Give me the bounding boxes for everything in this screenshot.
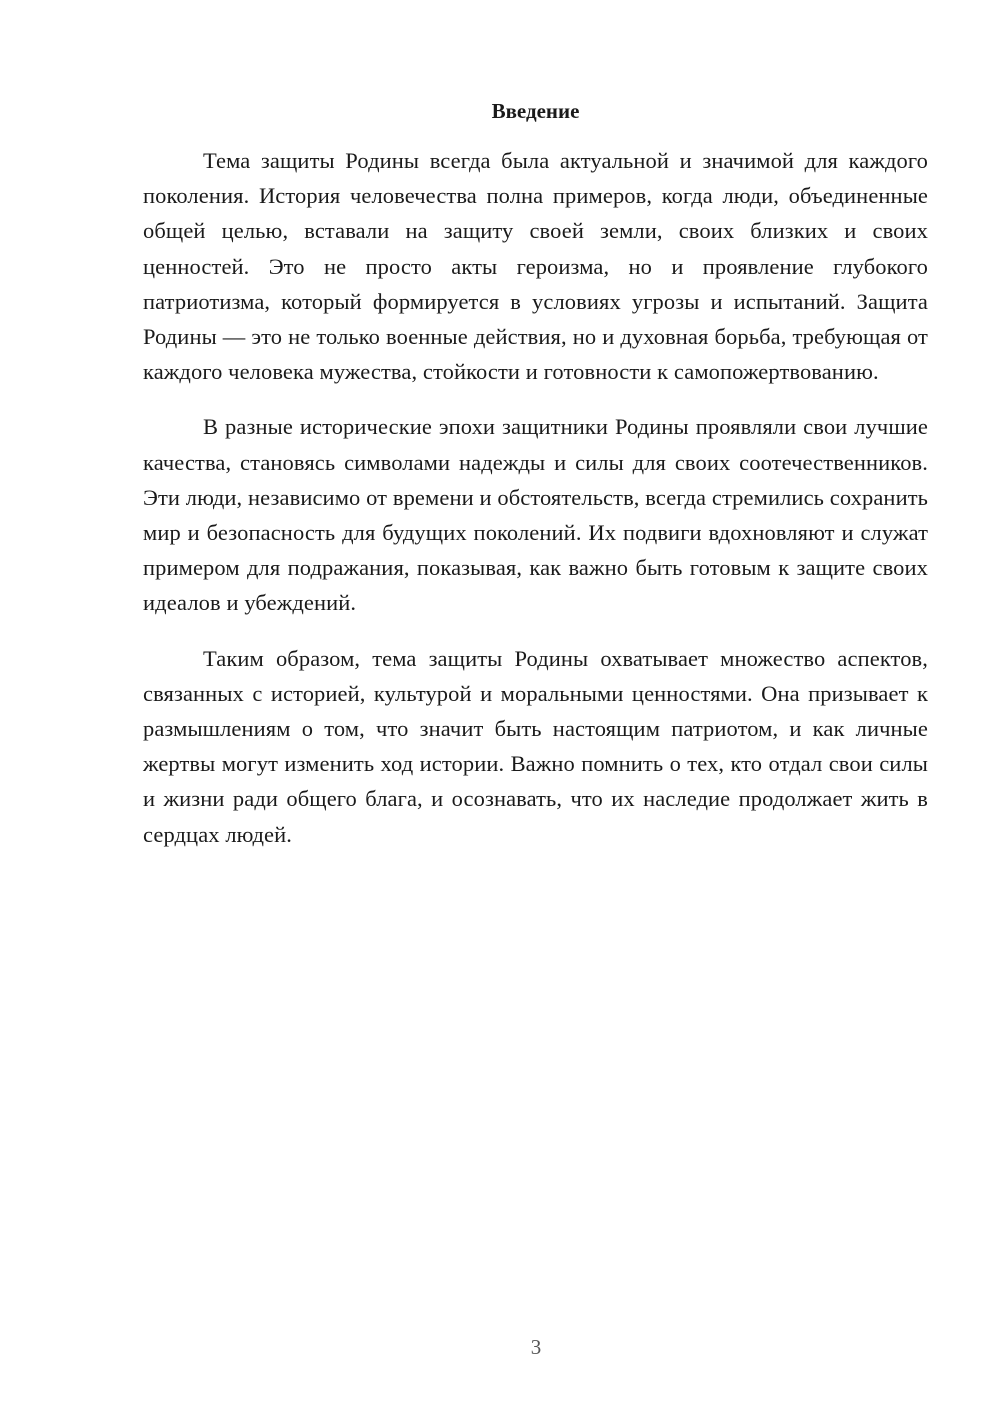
- section-heading: Введение: [491, 99, 580, 123]
- paragraph-2: В разные исторические эпохи защитники Родины проявляли свои лучшие качества, становясь символами надежды и силы для своих соотечественников. Эти люди, независимо от времени и обстоятельств, всегда стремились сохранить мир и безопасность для будущих поколений. Их подвиги вдохновляют и служат примером для подражания, показывая, как важно быть готовым к защите своих идеалов и убеждений.: [143, 414, 928, 616]
- paragraph-3: Таким образом, тема защиты Родины охватывает множество аспектов, связанных с историей, культурой и моральными ценностями. Она призывает к размышлениям о том, что значит быть настоящим патриотом, и как личные жертвы могут изменить ход истории. Важно помнить о тех, кто отдал свои силы и жизни ради общего блага, и осознавать, что их наследие продолжает жить в сердцах людей.: [143, 645, 928, 847]
- document-body: [143, 143, 928, 872]
- paragraph-1: Тема защиты Родины всегда была актуальной и значимой для каждого поколения. История человечества полна примеров, когда люди, объединенные общей целью, вставали на защиту своей земли, своих близких и своих ценностей. Это не просто акты героизма, но и проявление глубокого патриотизма, который формируется в условиях угрозы и испытаний. Защита Родины — это не только военные действия, но и духовная борьба, требующая от каждого человека мужества, стойкости и готовности к самопожертвованию.: [143, 148, 928, 385]
- page-number: 3: [530, 1335, 542, 1359]
